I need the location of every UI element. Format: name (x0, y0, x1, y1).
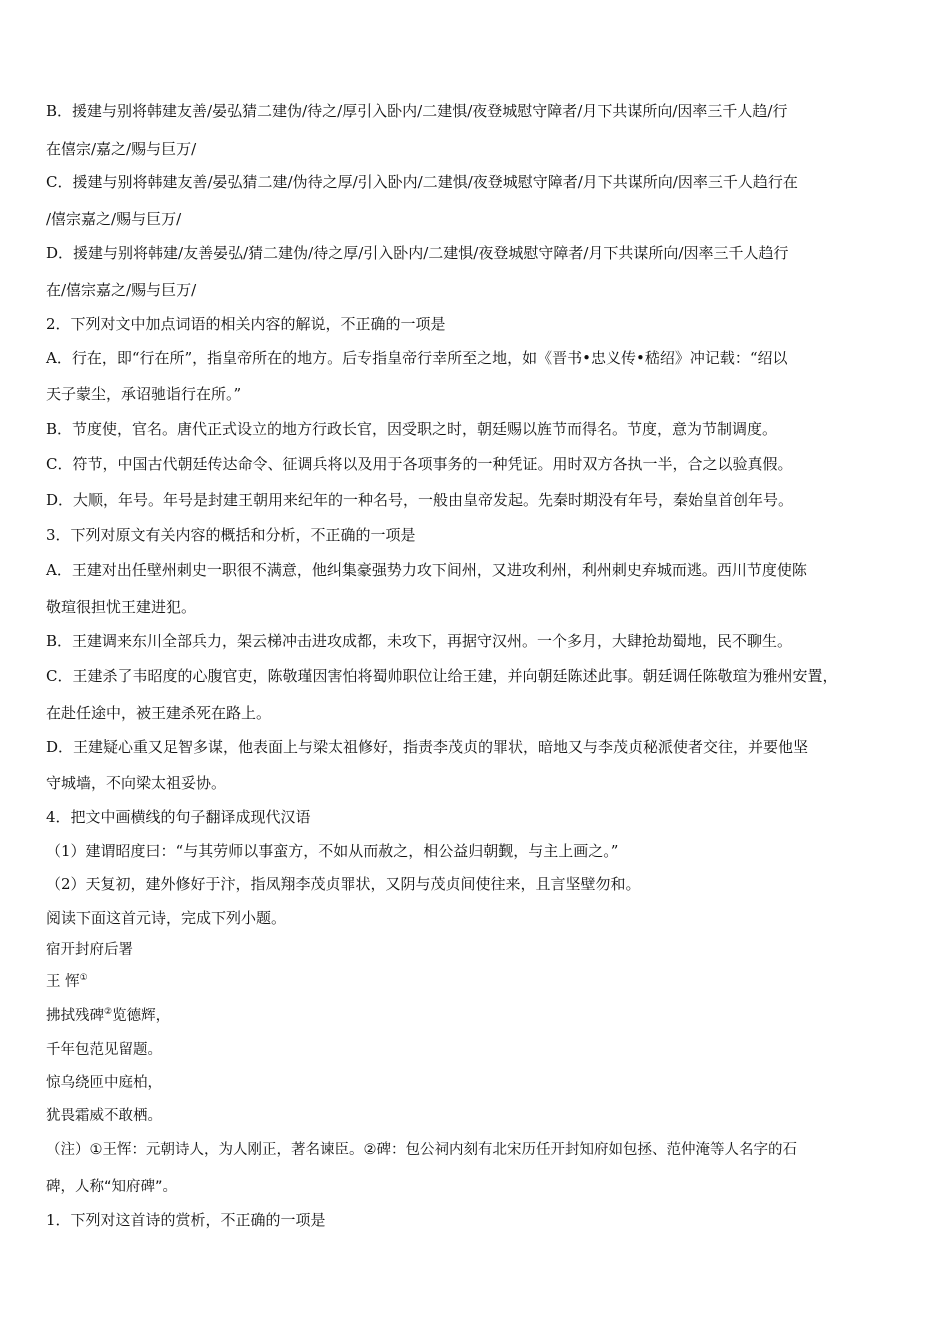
poem-author: 王 恽① (46, 973, 88, 990)
poem-line-4: 犹畏霜威不敢栖。 (46, 1108, 162, 1124)
footnote-marker: ② (104, 1007, 113, 1018)
q3-option-b: B．王建调来东川全部兵力，架云梯冲击进攻成都，未攻下，再据守汉州。一个多月，大肆抢劫蜀地，民不聊生。 (46, 632, 793, 650)
poem-title: 宿开封府后署 (46, 942, 133, 958)
q2-option-d: D．大顺，年号。年号是封建王朝用来纪年的一种名号，一般由皇帝发起。先秦时期没有年号，秦始皇首创年号。 (46, 491, 794, 509)
question-4: 4．把文中画横线的句子翻译成现代汉语 (46, 808, 311, 826)
q2-option-b: B．节度使，官名。唐代正式设立的地方行政长官，因受职之时，朝廷赐以旌节而得名。节度，意为节制调度。 (46, 420, 778, 438)
question-2: 2．下列对文中加点词语的相关内容的解说，不正确的一项是 (46, 315, 446, 333)
q3-option-c-line-1: C．王建杀了韦昭度的心腹官吏，陈敬瑾因害怕将蜀帅职位让给王建，并向朝廷陈述此事。朝廷调任陈敬瑄为雅州安置， (46, 667, 838, 685)
poem-question-1: 1．下列对这首诗的赏析，不正确的一项是 (46, 1211, 326, 1229)
option-b-line-2: 在僖宗/嘉之/赐与巨万/ (46, 140, 197, 158)
q2-option-a-line-1: A．行在，即“行在所”，指皇帝所在的地方。后专指皇帝行幸所至之地，如《晋书•忠义传•嵇绍》冲记载：“绍以 (46, 349, 788, 367)
poem-line-1: 拂拭残碑②览德辉， (46, 1007, 171, 1024)
q4-sentence-2: （2）天复初，建外修好于汴，指凤翔李茂贞罪状，又阴与茂贞间使往来，且言坚壁勿和。 (46, 875, 641, 893)
poem-line-3: 惊乌绕匝中庭柏， (46, 1075, 162, 1091)
q3-option-c-line-2: 在赴任途中，被王建杀死在路上。 (46, 704, 272, 722)
poem-line-2: 千年包范见留题。 (46, 1042, 162, 1058)
q3-option-d-line-1: D．王建疑心重又足智多谋，他表面上与梁太祖修好，指责李茂贞的罪状，暗地又与李茂贞秘派使者交往，并要他坚 (46, 738, 809, 756)
q3-option-a-line-1: A．王建对出任壁州刺史一职很不满意，他纠集豪强势力攻下间州，又进攻利州，利州刺史弃城而逃。西川节度使陈 (46, 561, 807, 579)
q2-option-a-line-2: 天子蒙尘，承诏驰诣行在所。” (46, 385, 242, 403)
q4-sentence-1: （1）建谓昭度曰：“与其劳师以事蛮方，不如从而赦之，相公益归朝觐，与主上画之。” (46, 842, 619, 860)
poem-note-line-1: （注）①王恽：元朝诗人，为人刚正，著名谏臣。②碑：包公祠内刻有北宋历任开封知府如包拯、范仲淹等人名字的石 (46, 1142, 797, 1158)
option-d-line-1: D．援建与别将韩建/友善晏弘/猜二建伪/待之厚/引入卧内/二建惧/夜登城慰守障者/月下共谋所向/因率三千人趋行 (46, 244, 789, 262)
option-c-line-2: /僖宗嘉之/赐与巨万/ (46, 210, 182, 228)
option-c-line-1: C．援建与别将韩建友善/晏弘猜二建/伪待之厚/引入卧内/二建惧/夜登城慰守障者/月下共谋所向/因率三千人趋行在 (46, 173, 798, 191)
poem-instruction: 阅读下面这首元诗，完成下列小题。 (46, 909, 287, 927)
q3-option-a-line-2: 敬瑄很担忧王建进犯。 (46, 598, 197, 616)
footnote-marker: ① (79, 973, 88, 984)
option-b-line-1: B．援建与别将韩建友善/晏弘猜二建伪/待之/厚引入卧内/二建惧/夜登城慰守障者/月下共谋所向/因率三千人趋/行 (46, 102, 788, 120)
question-3: 3．下列对原文有关内容的概括和分析，不正确的一项是 (46, 526, 416, 544)
q3-option-d-line-2: 守城墙，不向梁太祖妥协。 (46, 774, 227, 792)
poem-note-line-2: 碑，人称“知府碑”。 (46, 1179, 178, 1195)
q2-option-c: C．符节，中国古代朝廷传达命令、征调兵将以及用于各项事务的一种凭证。用时双方各执一半，合之以验真假。 (46, 455, 793, 473)
option-d-line-2: 在/僖宗嘉之/赐与巨万/ (46, 281, 197, 299)
